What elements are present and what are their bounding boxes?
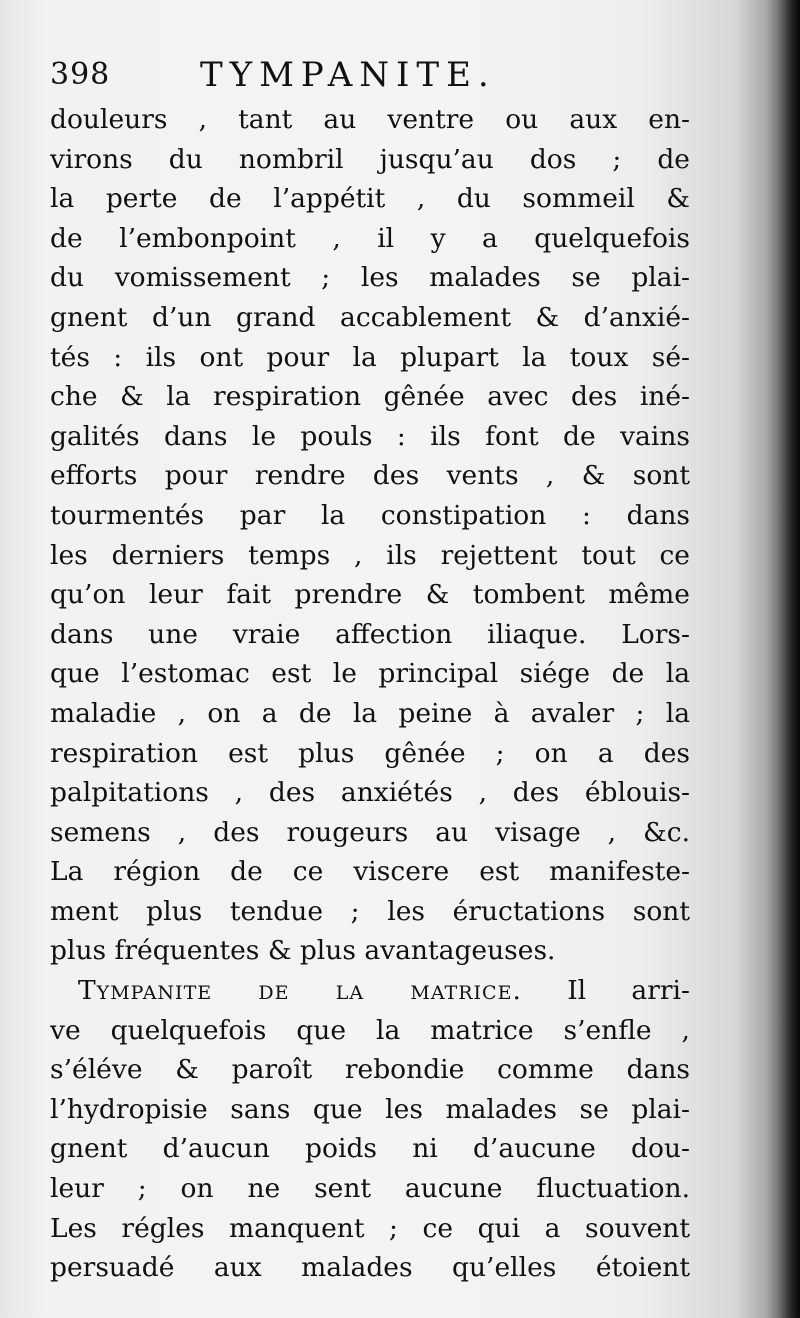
text-line: La région de ce viscere est manifeste- (50, 856, 690, 888)
text-line: ve quelquefois que la matrice s’enfle , (50, 1014, 690, 1046)
text-line: de l’embonpoint , il y a quelquefois (50, 222, 690, 254)
text-line: dans une vraie affection iliaque. Lors- (50, 618, 690, 650)
text-line: respiration est plus gênée ; on a des (50, 737, 690, 769)
page-header (50, 55, 690, 105)
text-line: efforts pour rendre des vents , & sont (50, 460, 690, 492)
text-line: ment plus tendue ; les éructations sont (50, 895, 690, 927)
text-line: semens , des rougeurs au visage , &c. (50, 816, 690, 848)
text-line: qu’on leur fait prendre & tombent même (50, 579, 690, 611)
body-text (50, 100, 690, 1288)
text-line: palpitations , des anxiétés , des éblouis- (50, 777, 690, 809)
page-number: 398 (50, 57, 111, 92)
section-first-line-text: Il arri- (567, 975, 690, 1007)
text-line: virons du nombril jusqu’au dos ; de (50, 143, 690, 175)
text-line: tourmentés par la constipation : dans (50, 499, 690, 531)
text-line: che & la respiration gênée avec des iné- (50, 381, 690, 413)
text-line: galités dans le pouls : ils font de vains (50, 420, 690, 452)
section-first-line (50, 971, 690, 1011)
text-line: douleurs , tant au ventre ou aux en- (50, 104, 690, 135)
text-line: gnent d’aucun poids ni d’aucune dou- (50, 1133, 690, 1165)
text-line: plus fréquentes & plus avantageuses. (50, 935, 556, 967)
text-line: maladie , on a de la peine à avaler ; la (50, 697, 690, 729)
text-line: Les régles manquent ; ce qui a souvent (50, 1212, 690, 1244)
text-line: les derniers temps , ils rejettent tout ce (50, 539, 690, 571)
text-line: tés : ils ont pour la plupart la toux sé- (50, 341, 690, 373)
text-line: l’hydropisie sans que les malades se plai- (50, 1093, 690, 1125)
page-edge-shadow (766, 0, 800, 1318)
text-line: s’éléve & paroît rebondie comme dans (50, 1054, 690, 1086)
text-line: du vomissement ; les malades se plai- (50, 262, 690, 294)
text-line: la perte de l’appétit , du sommeil & (50, 183, 690, 215)
section-heading: Tympanite de la matrice. (78, 975, 522, 1007)
running-head: TYMPANITE. (200, 55, 496, 95)
text-line: leur ; on ne sent aucune fluctuation. (50, 1173, 690, 1205)
text-line: que l’estomac est le principal siége de la (50, 658, 690, 690)
text-line: persuadé aux malades qu’elles étoient (50, 1252, 690, 1284)
text-line: gnent d’un grand accablement & d’anxié- (50, 301, 690, 333)
